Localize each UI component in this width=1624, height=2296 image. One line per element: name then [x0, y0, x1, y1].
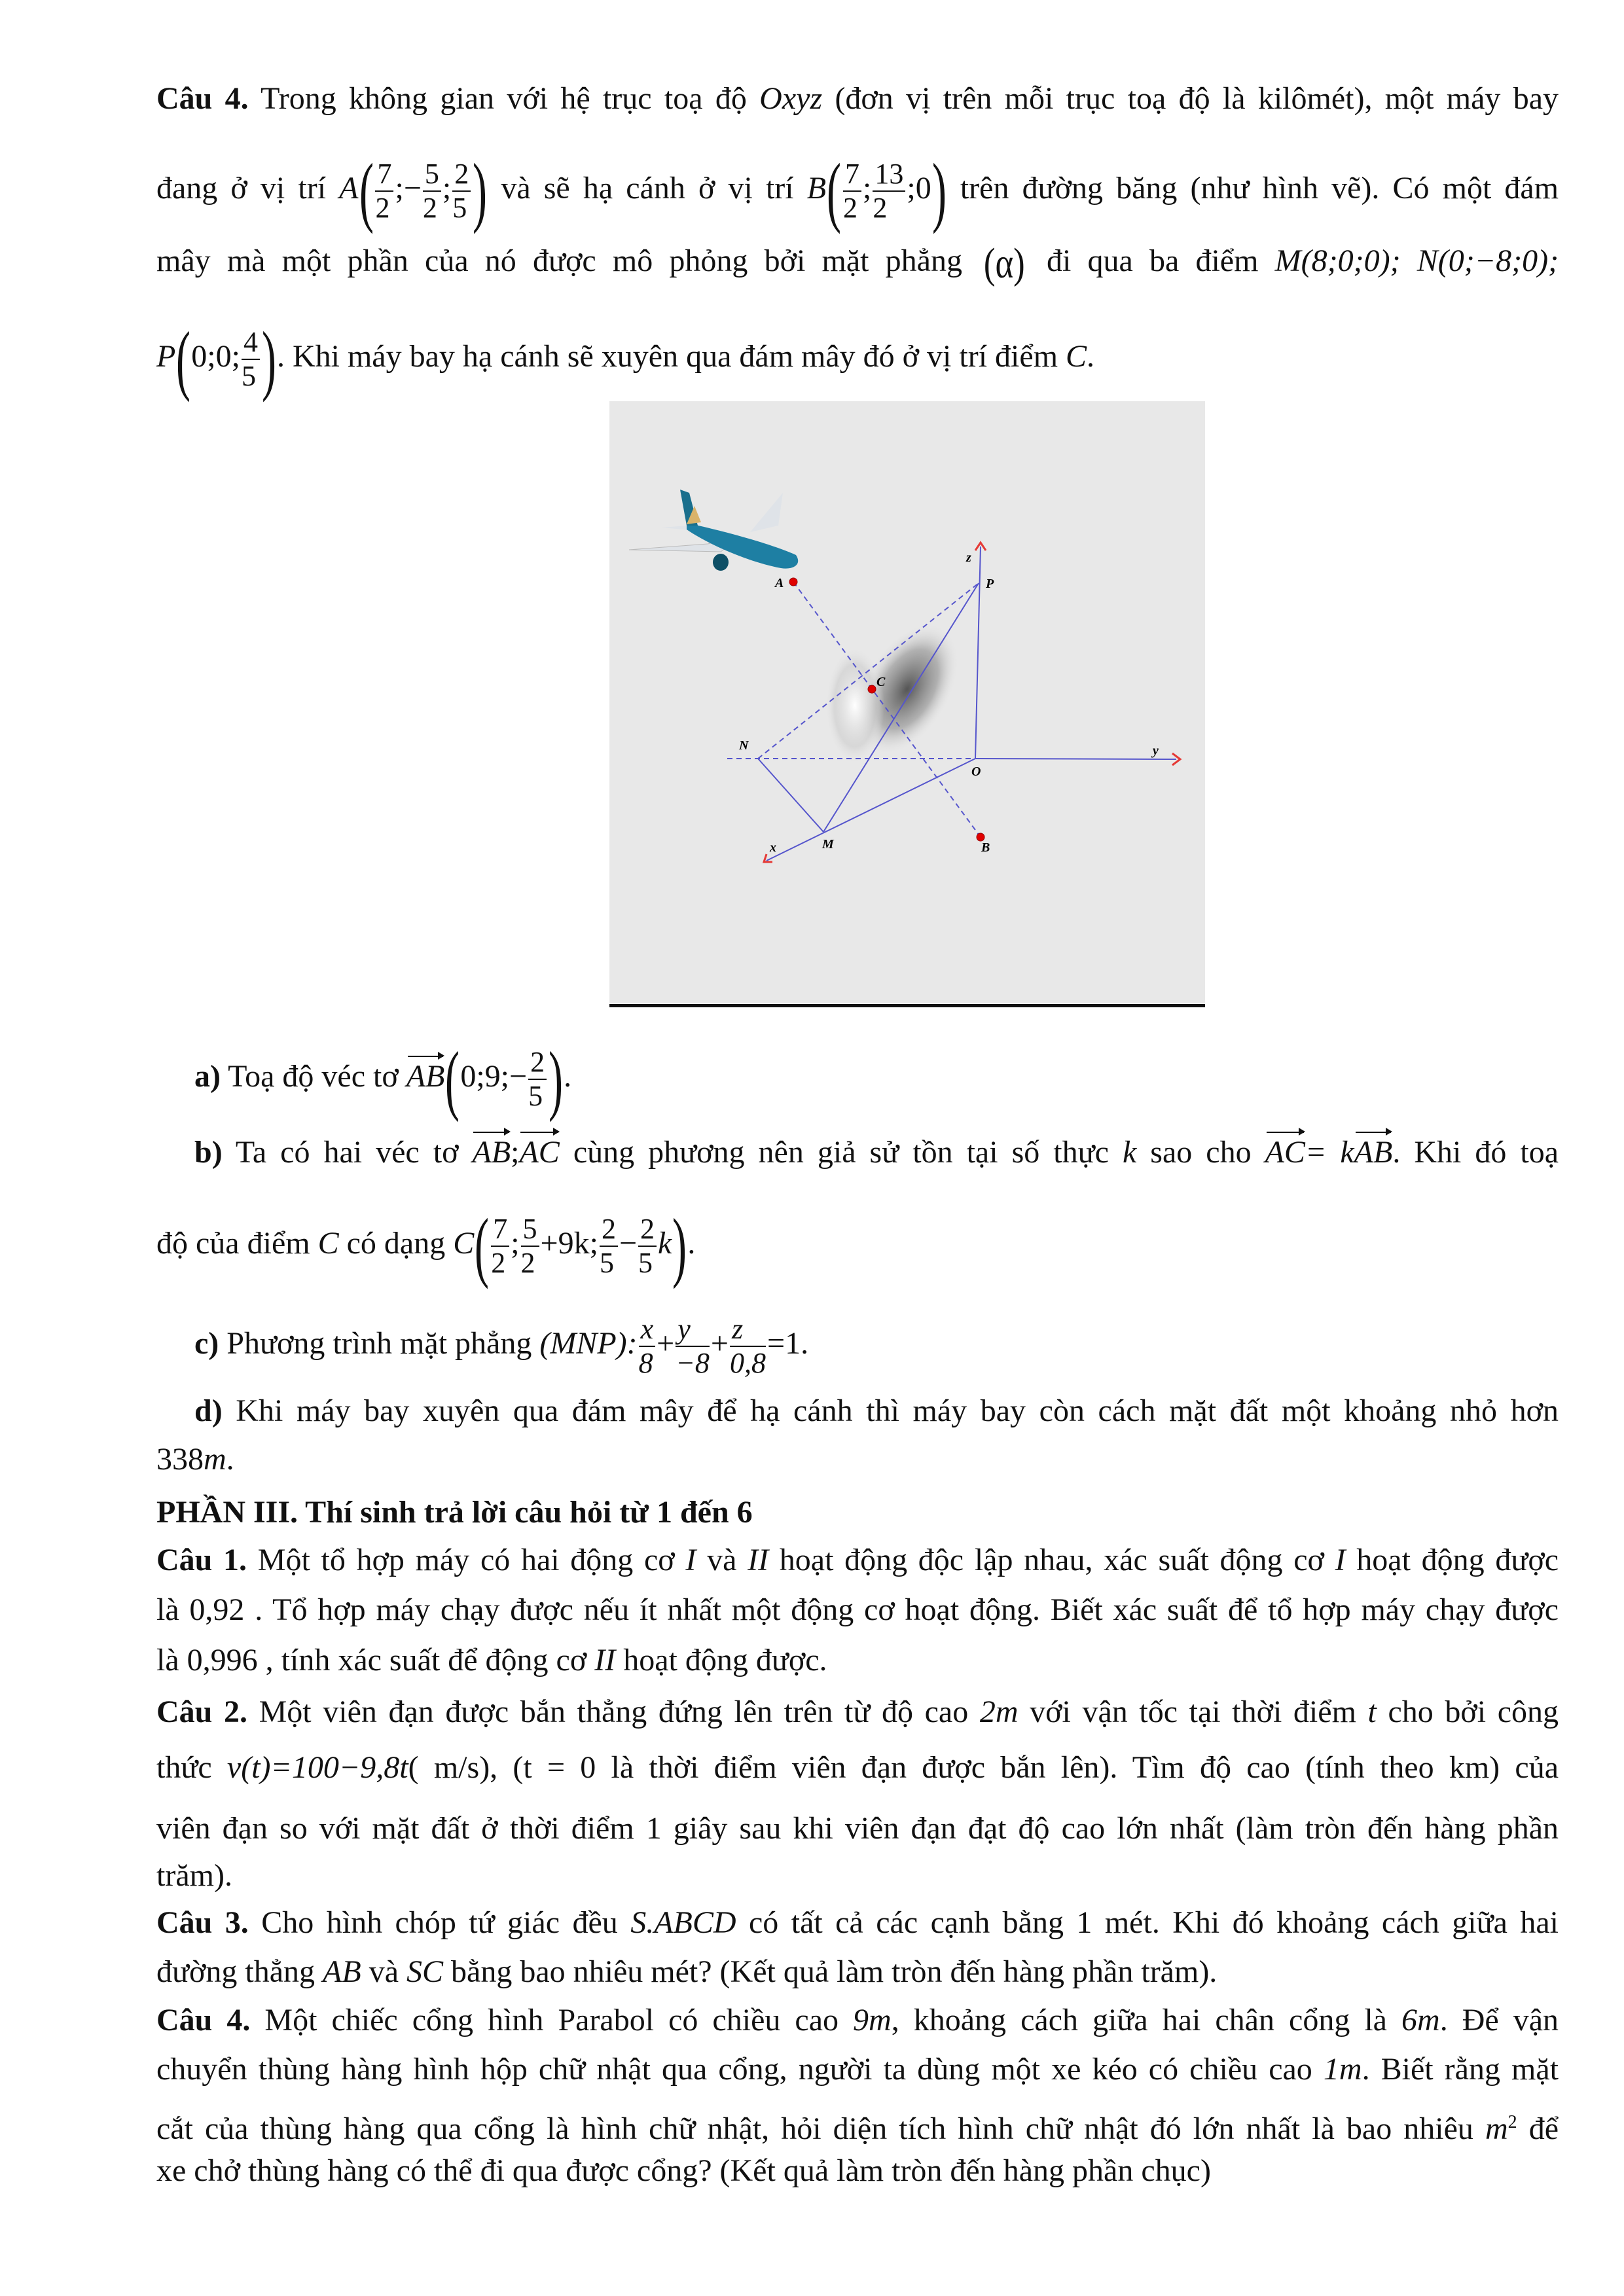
text: .	[564, 1059, 572, 1094]
paren: (	[359, 147, 374, 234]
text: . Để vận	[1439, 2003, 1559, 2037]
math: = k	[1305, 1135, 1354, 1170]
question-label: Câu 4.	[156, 2003, 251, 2037]
num: 4	[242, 326, 260, 360]
math: AB	[323, 1954, 361, 1989]
axes	[727, 547, 1176, 861]
text: . Khi đó toạ	[1392, 1135, 1559, 1170]
text: Ta có hai véc tơ	[235, 1135, 459, 1170]
math: B	[806, 171, 827, 206]
text: . Biết rằng mặt	[1362, 2052, 1559, 2087]
text: , khoảng cách giữa hai chân cổng là	[891, 2003, 1387, 2037]
den: −8	[676, 1347, 710, 1379]
text: (t = 0 là thời điểm viên đạn được bắn lên). Tìm độ cao (tính theo km) của	[513, 1750, 1559, 1785]
den: 5	[528, 1080, 543, 1112]
text: .	[1087, 339, 1095, 374]
math: ;0	[907, 171, 931, 206]
z-axis	[975, 547, 981, 759]
fraction	[676, 1313, 710, 1380]
label-c: C	[876, 675, 886, 689]
math: 1m	[1323, 2052, 1362, 2087]
q4-line-1	[156, 79, 1559, 118]
fraction	[521, 1213, 539, 1280]
q4-line-4	[156, 315, 1559, 403]
text: đang ở vị trí	[156, 171, 327, 206]
den: 8	[638, 1347, 653, 1379]
num: 5	[521, 1213, 539, 1247]
fraction	[638, 1213, 657, 1280]
math: 9m	[853, 2003, 892, 2037]
num: 7	[491, 1213, 509, 1247]
math: I	[1335, 1543, 1346, 1577]
vector: AB	[1354, 1133, 1393, 1172]
label-m: M	[822, 837, 834, 852]
fraction	[452, 158, 471, 224]
math: M(8;0;0); N(0;−8;0);	[1274, 243, 1559, 278]
num: 2	[638, 1213, 657, 1247]
math: 2m	[979, 1695, 1019, 1729]
label-a: A	[775, 576, 784, 590]
sign: +	[710, 1326, 729, 1361]
plane-cloud-figure	[609, 401, 1205, 1003]
math: (α)	[984, 239, 1025, 287]
paren: (	[445, 1035, 460, 1122]
sep: ;	[442, 171, 452, 206]
paren: )	[931, 147, 947, 234]
vector: AB	[472, 1133, 511, 1172]
sep: ;	[863, 171, 872, 206]
statement-a	[156, 1035, 1559, 1122]
text: cắt của thùng hàng qua cổng là hình chữ nhật, hỏi diện tích hình chữ nhật đó lớn nhất là bao nhiêu	[156, 2111, 1473, 2146]
text: để	[1528, 2111, 1559, 2146]
item-label: b)	[194, 1135, 223, 1170]
text: đi qua ba điểm	[1046, 243, 1259, 278]
c2-line-1	[156, 1693, 1559, 1732]
math: v(t)=100−9,8t	[226, 1750, 408, 1785]
den: 2	[843, 192, 858, 224]
den: 2	[375, 192, 390, 224]
text: .	[226, 1442, 234, 1477]
q4-line-3	[156, 239, 1559, 287]
edge-nm	[758, 759, 823, 832]
statement-d-line-2	[156, 1440, 1559, 1479]
paren: (	[475, 1202, 490, 1289]
c4-line-4: xe chở thùng hàng có thể đi qua được cổng? (Kết quả làm tròn đến hàng phần chục)	[156, 2153, 1211, 2188]
line-ab	[793, 582, 981, 837]
den: 5	[599, 1247, 614, 1279]
den: 5	[452, 192, 467, 224]
den: 5	[241, 360, 256, 392]
point-c	[868, 685, 876, 693]
math: C	[1066, 339, 1087, 374]
text: đường thẳng	[156, 1954, 316, 1989]
statement-b-line-1	[156, 1133, 1559, 1172]
paren: )	[549, 1035, 564, 1122]
den: 5	[638, 1247, 653, 1279]
c2-line-4: trăm).	[156, 1858, 232, 1893]
math: 0;9;−	[460, 1059, 528, 1094]
num: 2	[452, 158, 471, 192]
num: 7	[843, 158, 861, 192]
fraction	[491, 1213, 509, 1280]
fraction	[639, 1313, 656, 1380]
num: x	[639, 1313, 656, 1347]
math: A	[339, 171, 359, 206]
text: Cho hình chóp tứ giác đều	[261, 1905, 618, 1940]
math: m	[1485, 2111, 1508, 2146]
fraction	[423, 158, 441, 224]
math: +9k;	[540, 1226, 598, 1261]
math: ( m/s),	[408, 1750, 498, 1785]
text: hoạt động được.	[623, 1643, 827, 1677]
fraction	[843, 158, 861, 224]
paren: )	[473, 147, 488, 234]
fraction	[528, 1046, 547, 1113]
den: 2	[491, 1247, 506, 1279]
text: .	[687, 1226, 696, 1261]
label-b: B	[981, 840, 990, 855]
fraction	[375, 158, 393, 224]
c4-line-1	[156, 2001, 1559, 2040]
label-z: z	[966, 550, 971, 565]
x-axis	[767, 759, 975, 861]
text: sao cho	[1150, 1135, 1252, 1170]
label-y: y	[1153, 744, 1159, 758]
math: I	[685, 1543, 696, 1577]
text: và	[707, 1543, 737, 1577]
math: 0;0;	[191, 339, 240, 374]
num: 2	[528, 1046, 547, 1080]
statement-c	[156, 1313, 1559, 1380]
question-label: Câu 4.	[156, 81, 249, 116]
math: C	[317, 1226, 339, 1261]
text: có tất cả các cạnh bằng 1 mét. Khi đó khoảng cách giữa hai	[749, 1905, 1559, 1940]
point-a	[789, 578, 797, 586]
text: (đơn vị trên mỗi trục toạ độ là kilômét), một máy bay	[835, 81, 1559, 116]
text: . Khi máy bay hạ cánh sẽ xuyên qua đám mây đó ở vị trí điểm	[276, 339, 1058, 374]
num: 13	[873, 158, 905, 192]
math: 2	[1507, 2112, 1517, 2132]
item-label: a)	[194, 1059, 221, 1094]
math: =1.	[767, 1326, 809, 1361]
num: 7	[375, 158, 393, 192]
text: mây mà một phần của nó được mô phỏng bởi mặt phẳng	[156, 243, 962, 278]
text: Một tổ hợp máy có hai động cơ	[257, 1543, 675, 1577]
label-o: O	[971, 764, 981, 779]
text: Toạ độ véc tơ	[228, 1059, 399, 1094]
text: hoạt động được	[1356, 1543, 1559, 1577]
math: Oxyz	[759, 81, 823, 116]
math: S.ABCD	[630, 1905, 736, 1940]
c3-line-2	[156, 1952, 1559, 1992]
text: trên đường băng (như hình vẽ). Có một đám	[960, 171, 1559, 206]
text: thức	[156, 1750, 212, 1785]
label-p: P	[986, 577, 994, 591]
math: (MNP):	[539, 1326, 638, 1361]
math: C	[453, 1226, 475, 1261]
math: 338	[156, 1442, 204, 1477]
den: 0,8	[730, 1347, 766, 1379]
sep: ;	[395, 171, 404, 206]
sign: −	[403, 171, 422, 206]
text: hoạt động độc lập nhau, xác suất động cơ	[779, 1543, 1324, 1577]
figure-svg	[609, 401, 1205, 1003]
vector: AC	[519, 1133, 559, 1172]
vector: AB	[406, 1057, 445, 1096]
airplane-icon	[629, 490, 798, 571]
c2-line-2	[156, 1748, 1559, 1787]
statement-b-line-2: độ của điểm C có dạng C( $\frac{7}{2}$ ; $\frac{5}{2}$ +9k; $\frac{2}{5}$ − $\frac{2}{5}$ k).	[156, 1202, 696, 1289]
text: và	[369, 1954, 399, 1989]
math: II	[594, 1643, 616, 1677]
c3-line-1	[156, 1903, 1559, 1943]
q4-line-2	[156, 147, 1559, 234]
math: SC	[406, 1954, 444, 1989]
den: 2	[422, 192, 437, 224]
math: m	[204, 1442, 226, 1477]
text: có dạng	[346, 1226, 446, 1261]
question-label: Câu 2.	[156, 1695, 247, 1729]
item-label: c)	[194, 1326, 219, 1361]
den: 2	[520, 1247, 535, 1279]
num: y	[676, 1313, 710, 1347]
c2-line-3: viên đạn so với mặt đất ở thời điểm 1 giây sau khi viên đạn đạt độ cao lớn nhất (làm tròn đến hàng phần	[156, 1811, 1559, 1846]
c4-line-2	[156, 2050, 1559, 2089]
fraction	[600, 1213, 618, 1280]
paren: )	[672, 1202, 687, 1289]
text: với vận tốc tại thời điểm	[1030, 1695, 1356, 1729]
text: là 0,996 , tính xác suất để động cơ	[156, 1643, 587, 1677]
statement-d	[156, 1391, 1559, 1431]
question-label: Câu 3.	[156, 1905, 249, 1940]
math: 6m	[1401, 2003, 1440, 2037]
c1-line-3	[156, 1641, 1559, 1680]
den: 2	[873, 192, 888, 224]
fraction	[242, 326, 260, 393]
fraction	[730, 1313, 766, 1380]
paren: (	[827, 147, 842, 234]
cloud-icon	[825, 605, 980, 773]
point-a-coords	[339, 147, 488, 234]
point-b-coords	[806, 147, 947, 234]
sign: +	[657, 1326, 675, 1361]
text: Trong không gian với hệ trục toạ độ	[261, 81, 747, 116]
question-label: Câu 1.	[156, 1543, 247, 1577]
math: k	[1122, 1135, 1137, 1170]
text: Một chiếc cổng hình Parabol có chiều cao	[264, 2003, 839, 2037]
num: 5	[423, 158, 441, 192]
text: Khi máy bay xuyên qua đám mây để hạ cánh thì máy bay còn cách mặt đất một khoảng nhỏ hơn	[236, 1393, 1559, 1428]
text: Một viên đạn được bắn thẳng đứng lên trên từ độ cao	[259, 1695, 969, 1729]
item-label: d)	[194, 1393, 223, 1428]
fraction	[873, 158, 905, 224]
text: cùng phương nên giả sử tồn tại số thực	[573, 1135, 1109, 1170]
vector: AC	[1265, 1133, 1305, 1172]
label-x: x	[770, 840, 776, 855]
math: k	[658, 1226, 672, 1261]
text: bằng bao nhiêu mét? (Kết quả làm tròn đến hàng phần trăm).	[451, 1954, 1218, 1989]
paren: )	[261, 315, 276, 403]
c4-line-3	[156, 2103, 1559, 2149]
text: và sẽ hạ cánh ở vị trí	[501, 171, 794, 206]
num: z	[730, 1313, 766, 1347]
label-n: N	[739, 738, 749, 753]
part-3-heading: PHẦN III. Thí sinh trả lời câu hỏi từ 1 đến 6	[156, 1495, 753, 1530]
text: cho bởi công	[1388, 1695, 1559, 1729]
text: Phương trình mặt phẳng	[226, 1326, 532, 1361]
sign: −	[619, 1226, 638, 1261]
paren: (	[176, 315, 191, 403]
sep: ;	[511, 1135, 520, 1170]
text: chuyển thùng hàng hình hộp chữ nhật qua cổng, người ta dùng một xe kéo có chiều cao	[156, 2052, 1312, 2087]
math: II	[748, 1543, 769, 1577]
figure-underline	[609, 1004, 1205, 1007]
c1-line-2: là 0,92 . Tổ hợp máy chạy được nếu ít nhất một động cơ hoạt động. Biết xác suất để tổ hợp máy chạy được	[156, 1592, 1559, 1627]
num: 2	[600, 1213, 618, 1247]
c1-line-1	[156, 1541, 1559, 1580]
math: t	[1367, 1695, 1377, 1729]
text: độ của điểm	[156, 1226, 310, 1261]
math: P	[156, 339, 176, 374]
